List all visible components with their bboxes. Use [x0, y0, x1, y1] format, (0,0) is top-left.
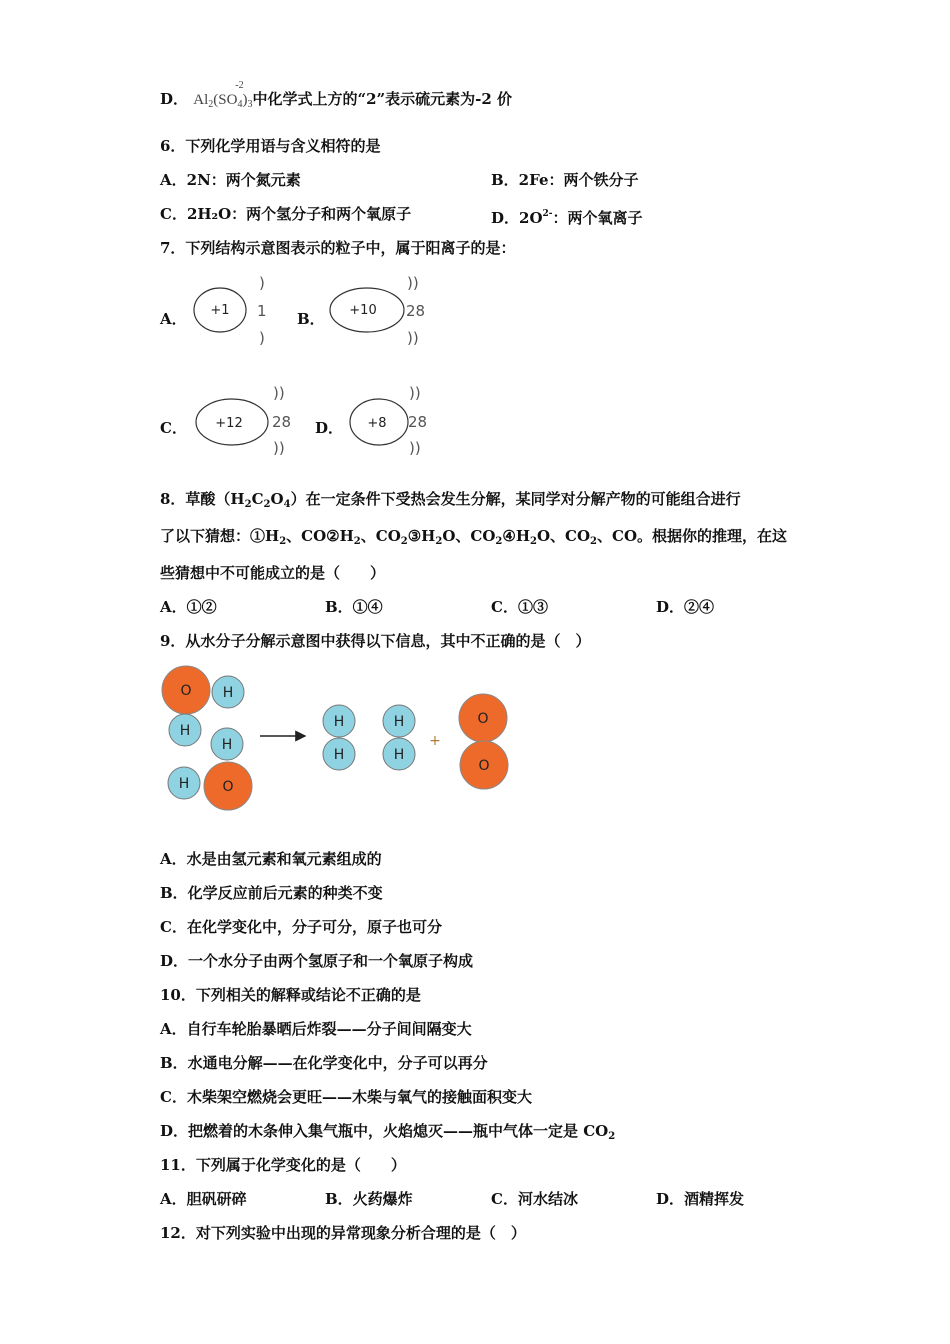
q7-atom-diagrams — [0, 0, 950, 470]
atom-h-label: H — [222, 685, 234, 701]
q5-formula-charge: -2 — [235, 80, 244, 91]
oxygen-molecule — [459, 694, 508, 789]
q7-label-d: D． — [315, 419, 344, 437]
atom-o-label: O — [180, 683, 192, 699]
hydrogen-molecule-1 — [323, 705, 355, 770]
q10-option-c: C．木柴架空燃烧会更旺——木柴与氧气的接触面积变大 — [160, 1088, 532, 1106]
atom-structure-a — [194, 274, 267, 347]
q11-option-c: C．河水结冰 — [491, 1190, 578, 1208]
q7-label-c: C． — [160, 419, 187, 437]
atom-h-label: H — [393, 747, 405, 763]
b-shells: 28 — [406, 302, 426, 320]
q8-line2: 了以下猜想：$①H_2$、$CO②H_2$、$CO_2③H_2O$、$CO_2④H_2O$、$CO_2$、CO。根据你的推理，在这 — [160, 527, 788, 547]
d-shells: 28 — [408, 413, 428, 431]
atom-o-label: O — [222, 779, 234, 795]
q5-formula: $Al_2(SO_4)_3$ -2 — [193, 90, 252, 115]
atom-h-label: H — [393, 714, 405, 730]
atom-structure-b — [330, 274, 425, 347]
q10-option-d: D．把燃着的木条伸入集气瓶中，火焰熄灭——瓶中气体一定是 $CO_2$ — [160, 1122, 616, 1142]
q8-option-d: D．②④ — [656, 598, 715, 616]
atom-o-label: O — [478, 758, 490, 774]
q8-option-b: B．①④ — [325, 598, 383, 616]
svg-text:)): )) — [409, 384, 421, 402]
plus-sign: + — [429, 733, 441, 749]
svg-text:)): )) — [273, 384, 285, 402]
q10-option-a: A．自行车轮胎暴晒后炸裂——分子间间隔变大 — [160, 1020, 472, 1038]
svg-text:)): )) — [409, 439, 421, 457]
q9-option-b: B．化学反应前后元素的种类不变 — [160, 884, 383, 902]
q6-option-a: A．2N：两个氮元素 — [160, 171, 301, 189]
q6-option-d: D．$2O^{2-}$：两个氧离子 — [491, 209, 643, 227]
q5-option-d-text: 中化学式上方的“2”表示硫元素为-2 价 — [252, 90, 513, 108]
q5-option-d-label: D． — [160, 90, 189, 108]
atom-h-label: H — [333, 714, 345, 730]
atom-h-label: H — [333, 747, 345, 763]
q7-stem: 7．下列结构示意图表示的粒子中，属于阳离子的是： — [160, 239, 516, 257]
q6-option-c: C．2H₂O：两个氢分子和两个氧原子 — [160, 205, 412, 223]
a-nucleus: +1 — [210, 303, 230, 318]
q9-option-d: D．一个水分子由两个氢原子和一个氧原子构成 — [160, 952, 474, 970]
q12-stem: 12．对下列实验中出现的异常现象分析合理的是（ ） — [160, 1224, 526, 1242]
q6-option-b: B．2Fe：两个铁分子 — [491, 171, 639, 189]
q8-line3: 些猜想中不可能成立的是（ ） — [160, 564, 386, 582]
atom-o-label: O — [477, 711, 489, 727]
q10-stem: 10．下列相关的解释或结论不正确的是 — [160, 986, 421, 1004]
q11-option-d: D．酒精挥发 — [656, 1190, 745, 1208]
d-nucleus: +8 — [367, 416, 387, 431]
q9-option-a: A．水是由氢元素和氧元素组成的 — [160, 850, 382, 868]
svg-text:)): )) — [407, 329, 419, 347]
q8-line1: 8．草酸$(H_2C_2O_4)$在一定条件下受热会发生分解，某同学对分解产物的可能组合进行 — [160, 490, 741, 510]
svg-text:): ) — [259, 329, 265, 347]
q9-stem: 9．从水分子分解示意图中获得以下信息，其中不正确的是（ ） — [160, 632, 591, 650]
atom-h-label: H — [178, 776, 190, 792]
atom-h-label: H — [179, 723, 191, 739]
water-decomposition-diagram — [0, 655, 950, 825]
q8-option-c: C．①③ — [491, 598, 548, 616]
c-nucleus: +12 — [215, 416, 243, 431]
svg-text:)): )) — [407, 274, 419, 292]
atom-structure-c — [196, 384, 291, 457]
b-nucleus: +10 — [349, 303, 377, 318]
c-shells: 28 — [272, 413, 292, 431]
a-shell: 1 — [257, 302, 267, 320]
q11-option-a: A．胆矾研碎 — [160, 1190, 247, 1208]
q11-stem: 11．下列属于化学变化的是（ ） — [160, 1156, 406, 1174]
q6-stem: 6．下列化学用语与含义相符的是 — [160, 137, 381, 155]
q7-label-a: A． — [160, 310, 187, 328]
q11-option-b: B．火药爆炸 — [325, 1190, 413, 1208]
q9-option-c: C．在化学变化中，分子可分，原子也可分 — [160, 918, 442, 936]
q10-option-b: B．水通电分解——在化学变化中，分子可以再分 — [160, 1054, 488, 1072]
svg-text:)): )) — [273, 439, 285, 457]
q8-option-a: A．①② — [160, 598, 217, 616]
q7-label-b: B． — [297, 310, 325, 328]
svg-text:): ) — [259, 274, 265, 292]
atom-structure-d — [350, 384, 427, 457]
atom-h-label: H — [221, 737, 233, 753]
hydrogen-molecule-2 — [383, 705, 415, 770]
